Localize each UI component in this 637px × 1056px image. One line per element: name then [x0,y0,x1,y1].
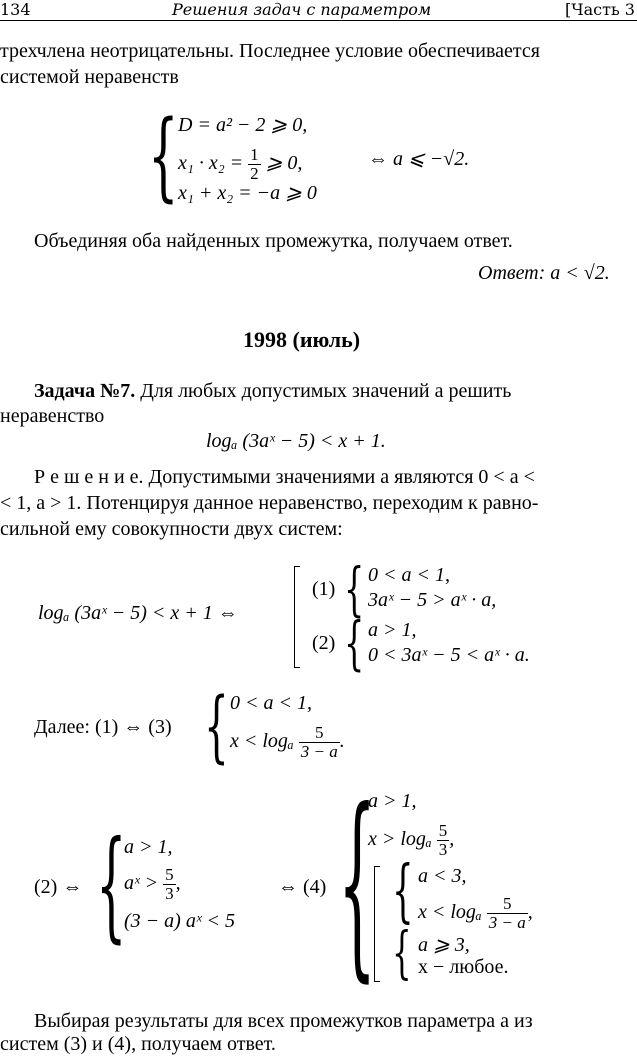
big-r-row2: x > logₐ $\frac{5}{3}$ , [368,821,455,859]
big-r-a1: a < 3, [418,865,467,887]
big-l-row3: (3 − a) aˣ < 5 [124,910,235,932]
set1-sys2-row2: 0 < 3aˣ − 5 < aˣ · a. [368,644,530,666]
further-row2: x < logₐ $\frac{5}{3 - a}$ . [230,723,345,761]
big-r-b2: x − любое. [418,956,509,978]
system1-row3: x₁ + x₂ = −a ⩾ 0 [178,182,317,204]
big-right-brace: { [338,767,377,1000]
big-inner-brace1: { [392,852,414,931]
combine-text: Объединяя оба найденных промежутка, получаем ответ. [34,230,513,252]
problem-formula: logₐ (3aˣ − 5) < x + 1. [206,430,386,452]
problem-line-1 [34,380,511,403]
big-l-row2: aˣ > $\frac{5}{3}$ , [124,865,181,903]
solution-line-3: сильной ему совокупности двух систем: [0,518,343,540]
set1-brace2: { [344,609,365,677]
solution-line-2: < 1, a > 1. Потенцируя данное неравенство, переходим к равно- [0,492,539,514]
big-r-row1: a > 1, [368,790,417,812]
header-rule [0,20,637,21]
set1-label1: (1) [312,578,336,600]
big-left-brace: { [96,816,127,955]
answer-label: Ответ: [478,262,546,284]
section-title: 1998 (июль) [243,327,361,352]
big-mid: ⇔ (4) [278,876,327,898]
system1-equiv: ⇔ a ⩽ −√2. [368,148,470,170]
big-r-b1: a ⩾ 3, [418,934,470,956]
set1-sys2-row1: a > 1, [368,619,417,641]
solution-line-1: Р е ш е н и е. Допустимыми значениями a являются 0 < a < [34,466,535,488]
answer [478,262,610,285]
answer-value: a < √2. [550,262,610,284]
big-lhs: (2) ⇔ [34,876,83,898]
closing-line-1: Выбирая результаты для всех промежутков параметра a из [34,1010,533,1032]
further-brace: { [204,682,229,772]
further-row1: 0 < a < 1, [230,692,312,714]
set1-bracket [294,566,300,668]
set1-lhs: logₐ (3aˣ − 5) < x + 1 ⇔ [38,602,238,624]
intro-line-1: трехчлена неотрицательны. Последнее условие обеспечивается [0,40,540,62]
big-r-a2: x < logₐ $\frac{5}{3 - a}$ , [418,894,533,932]
page-number: 134 [0,0,31,19]
intro-line-2: системой неравенств [0,66,179,88]
running-title: Решения задач с параметром [172,0,432,19]
big-l-row1: a > 1, [124,836,173,858]
set1-brace1: { [344,555,365,623]
further-lhs: Далее: (1) ⇔ (3) [34,716,172,738]
set1-sys1-row2: 3aˣ − 5 > aˣ · a, [368,589,497,611]
closing-line-2: систем (3) и (4), получаем ответ. [0,1033,276,1055]
problem-line-2: неравенство [0,405,105,427]
system1-brace: { [148,100,179,212]
problem-text-1: Для любых допустимых значений a решить [140,380,512,402]
problem-label: Задача №7. [34,380,136,402]
big-inner-bracket [374,866,380,982]
big-inner-brace2: { [392,921,412,986]
system1-row2: x₁ · x₂ = $\frac{1}{2}$ ⩾ 0, [178,145,303,183]
part-label: [Часть 3 [565,0,635,19]
set1-label2: (2) [312,632,336,654]
system1-row1: D = a² − 2 ⩾ 0, [178,114,308,136]
set1-sys1-row1: 0 < a < 1, [368,564,450,586]
